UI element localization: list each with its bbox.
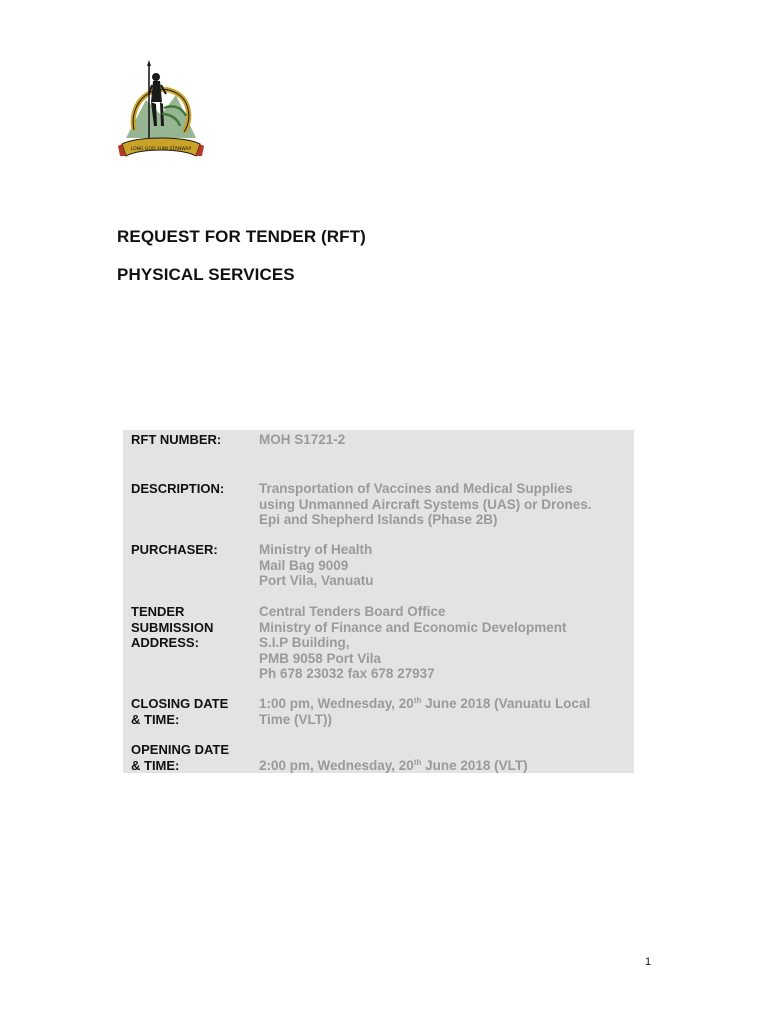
description-value: [259, 481, 629, 528]
submission-address-label: TENDER SUBMISSION ADDRESS:: [131, 604, 214, 650]
purchaser-value: [259, 542, 629, 589]
ordinal-suffix: th: [413, 757, 422, 767]
purchaser-label: PURCHASER:: [131, 542, 218, 557]
svg-text:LONG GOD YUMI STANWAP: LONG GOD YUMI STANWAP: [130, 147, 192, 152]
address-line: S.I.P Building,: [259, 635, 350, 650]
opening-date-label: OPENING DATE & TIME:: [131, 742, 229, 773]
closing-date-text: 1:00 pm, Wednesday, 20: [259, 696, 414, 711]
ordinal-suffix: th: [413, 696, 422, 705]
address-line: Central Tenders Board Office: [259, 604, 446, 619]
address-line: Ministry of Finance and Economic Development: [259, 619, 567, 635]
submission-address-value: [259, 604, 629, 682]
opening-date-text: 2:00 pm, Wednesday, 20: [259, 757, 414, 773]
description-line: Epi and Shepherd Islands (Phase 2B): [259, 512, 498, 527]
opening-date-line: [259, 758, 629, 774]
opening-date-value: [259, 758, 629, 774]
rft-number-value-text: MOH S1721-2: [259, 432, 346, 447]
closing-date-line: Time (VLT)): [259, 711, 332, 727]
address-line: Ph 678 23032 fax 678 27937: [259, 666, 435, 681]
description-line: Transportation of Vaccines and Medical Supplies: [259, 481, 573, 496]
purchaser-line: Ministry of Health: [259, 542, 373, 557]
address-line: PMB 9058 Port Vila: [259, 650, 382, 666]
closing-date-text: June 2018 (Vanuatu Local: [421, 696, 591, 711]
tender-details-table: [123, 430, 634, 773]
closing-date-line: [259, 696, 629, 712]
purchaser-line: Port Vila, Vanuatu: [259, 573, 374, 588]
closing-date-value: [259, 696, 629, 727]
description-line: using Unmanned Aircraft Systems (UAS) or Drones.: [259, 496, 592, 512]
closing-date-label: CLOSING DATE & TIME:: [131, 696, 229, 727]
coat-of-arms-emblem: [116, 60, 206, 160]
purchaser-line: Mail Bag 9009: [259, 557, 349, 573]
opening-date-text: June 2018 (VLT): [421, 757, 528, 773]
document-title: REQUEST FOR TENDER (RFT): [117, 227, 366, 246]
document-subtitle: PHYSICAL SERVICES: [117, 265, 295, 284]
rft-number-value: [259, 432, 629, 448]
description-label: DESCRIPTION:: [131, 481, 225, 496]
rft-number-label: RFT NUMBER:: [131, 432, 222, 447]
page-number: 1: [645, 956, 652, 968]
